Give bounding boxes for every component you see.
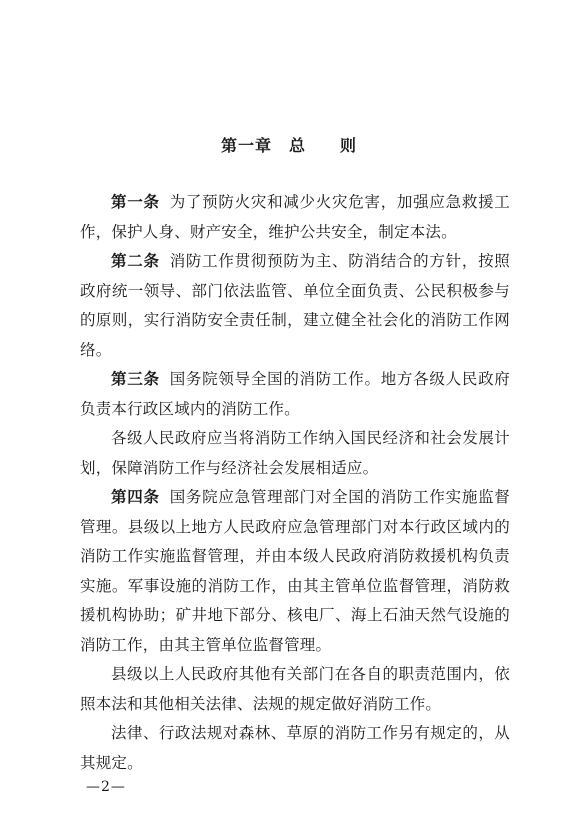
- article-text: 为了预防火灾和减少火灾危害，加强应急救援工作，保护人身、财产安全，维护公共安全，制定本法。: [80, 193, 511, 241]
- article-heading: 第三条: [111, 370, 160, 388]
- chapter-body: [80, 188, 510, 778]
- article-3: [80, 365, 510, 424]
- article-heading: 第二条: [111, 252, 160, 270]
- article-4-paragraph-3: [80, 719, 510, 778]
- article-heading: 第一条: [111, 193, 160, 211]
- article-text: 各级人民政府应当将消防工作纳入国民经济和社会发展计划，保障消防工作与经济社会发展相适应。: [80, 429, 510, 477]
- article-text: 国务院应急管理部门对全国的消防工作实施监督管理。县级以上地方人民政府应急管理部门对本行政区域内的消防工作实施监督管理，并由本级人民政府消防救援机构负责实施。军事设施的消防工作，由其主管单位监督管理，消防救援机构协助；矿井地下部分、核电厂、海上石油天然气设施的消防工作，由其主管单位监督管理。: [80, 488, 511, 654]
- article-4: [80, 483, 510, 660]
- article-1: [80, 188, 510, 247]
- article-text: 法律、行政法规对森林、草原的消防工作另有规定的，从其规定。: [80, 724, 510, 772]
- article-2: [80, 247, 510, 365]
- article-heading: 第四条: [111, 488, 160, 506]
- article-text: 国务院领导全国的消防工作。地方各级人民政府负责本行政区域内的消防工作。: [80, 370, 511, 418]
- article-text: 县级以上人民政府其他有关部门在各自的职责范围内，依照本法和其他相关法律、法规的规定做好消防工作。: [80, 665, 510, 713]
- page-number: —2—: [86, 779, 126, 795]
- chapter-title: 第一章 总 则: [220, 136, 357, 155]
- article-4-paragraph-2: [80, 660, 510, 719]
- article-text: 消防工作贯彻预防为主、防消结合的方针，按照政府统一领导、部门依法监管、单位全面负责、公民积极参与的原则，实行消防安全责任制，建立健全社会化的消防工作网络。: [80, 252, 511, 359]
- article-3-paragraph-2: [80, 424, 510, 483]
